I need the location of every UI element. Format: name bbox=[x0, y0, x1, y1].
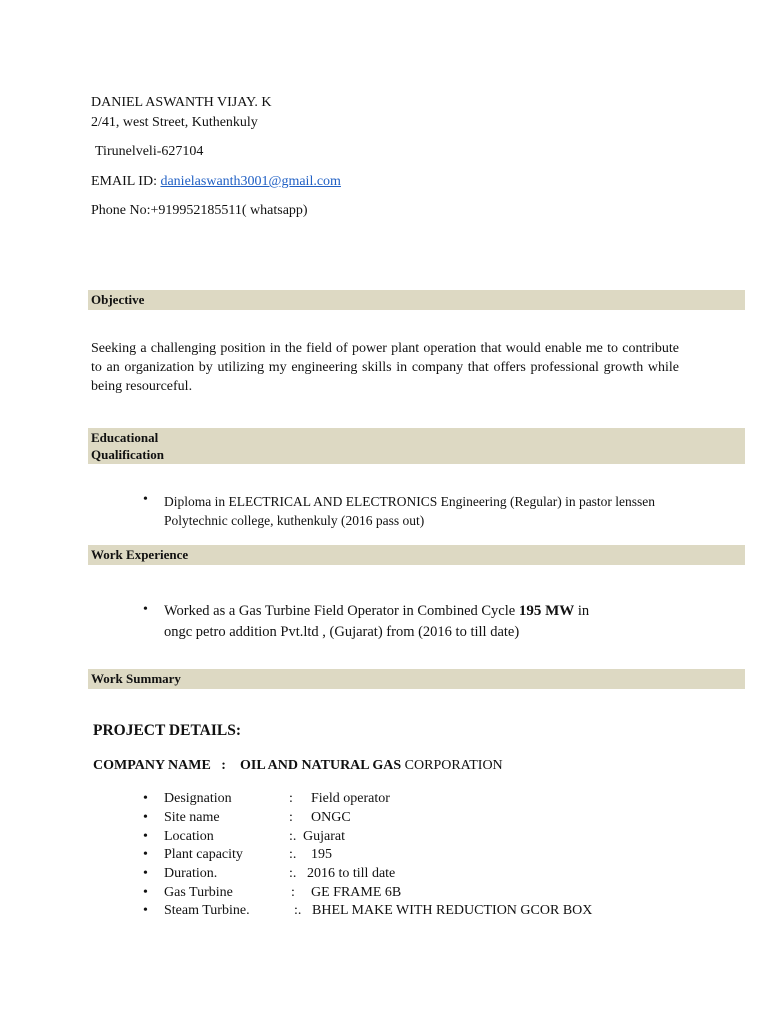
email-label: EMAIL ID: bbox=[91, 174, 161, 189]
detail-value: GE FRAME 6B bbox=[311, 885, 402, 900]
detail-value: 2016 to till date bbox=[307, 866, 396, 881]
detail-separator: : bbox=[289, 810, 293, 825]
detail-label: Duration. bbox=[164, 866, 218, 881]
education-item bbox=[164, 492, 724, 530]
bullet-marker: • bbox=[143, 885, 148, 900]
phone-line: Phone No:+919952185511( whatsapp) bbox=[91, 203, 308, 218]
bullet-marker: • bbox=[143, 829, 148, 844]
experience-text: Worked as a Gas Turbine Field Operator in Combined Cycle bbox=[164, 603, 519, 619]
detail-separator: : bbox=[291, 885, 295, 900]
experience-text-end: in bbox=[574, 603, 590, 619]
company-label: COMPANY NAME : bbox=[93, 758, 240, 773]
detail-value: 195 bbox=[311, 847, 332, 862]
email-link[interactable]: danielaswanth3001@gmail.com bbox=[160, 174, 341, 189]
detail-row-location bbox=[143, 829, 703, 848]
detail-value: ONGC bbox=[311, 810, 351, 825]
bullet-marker: • bbox=[143, 492, 148, 507]
capacity-highlight: 195 MW bbox=[518, 603, 575, 619]
detail-separator: :. bbox=[289, 847, 297, 862]
detail-label: Steam Turbine. bbox=[164, 903, 250, 918]
bullet-marker: • bbox=[143, 810, 148, 825]
detail-label: Location bbox=[164, 829, 214, 844]
detail-row-plant-capacity bbox=[143, 847, 703, 866]
candidate-name: DANIEL ASWANTH VIJAY. K bbox=[91, 95, 272, 110]
email-line bbox=[91, 174, 341, 190]
address-line-1: 2/41, west Street, Kuthenkuly bbox=[91, 115, 258, 130]
detail-row-gas-turbine bbox=[143, 885, 703, 904]
detail-separator: :. bbox=[289, 866, 297, 881]
education-section-bar bbox=[88, 428, 745, 464]
company-name-rest: CORPORATION bbox=[401, 758, 503, 773]
detail-label: Plant capacity bbox=[164, 847, 243, 862]
education-line-1: Diploma in ELECTRICAL AND ELECTRONICS Engineering (Regular) in pastor lenssen bbox=[164, 494, 656, 509]
bullet-marker: • bbox=[143, 866, 148, 881]
detail-row-designation bbox=[143, 791, 703, 810]
detail-row-site-name bbox=[143, 810, 703, 829]
work-experience-section-bar bbox=[88, 545, 745, 565]
work-experience-heading: Work Experience bbox=[91, 547, 189, 562]
objective-section-bar bbox=[88, 290, 745, 310]
work-summary-section-bar bbox=[88, 669, 745, 689]
detail-row-duration bbox=[143, 866, 703, 885]
detail-value: BHEL MAKE WITH REDUCTION GCOR BOX bbox=[312, 903, 593, 918]
bullet-marker: • bbox=[143, 847, 148, 862]
detail-label: Designation bbox=[164, 791, 232, 806]
detail-value: Field operator bbox=[311, 791, 390, 806]
detail-label: Gas Turbine bbox=[164, 885, 233, 900]
objective-heading: Objective bbox=[91, 292, 145, 307]
objective-paragraph: Seeking a challenging position in the field of power plant operation that would enable me to contribute to an organization by utilizing my engineering skills in company that offers professional growth while being resourceful. bbox=[91, 341, 679, 394]
education-heading-line-2: Qualification bbox=[91, 447, 164, 462]
bullet-marker: • bbox=[143, 791, 148, 806]
project-details-heading: PROJECT DETAILS: bbox=[93, 722, 241, 739]
work-summary-heading: Work Summary bbox=[91, 671, 181, 686]
education-line-2: Polytechnic college, kuthenkuly (2016 pass out) bbox=[164, 513, 425, 528]
detail-value: Gujarat bbox=[303, 829, 345, 844]
bullet-marker: • bbox=[143, 602, 148, 617]
experience-line-1 bbox=[164, 601, 724, 622]
detail-label: Site name bbox=[164, 810, 220, 825]
detail-separator: :. bbox=[289, 829, 297, 844]
detail-separator: :. bbox=[294, 903, 302, 918]
education-heading-line-1: Educational bbox=[91, 430, 159, 445]
experience-line-2: ongc petro addition Pvt.ltd , (Gujarat) from (2016 to till date) bbox=[164, 624, 520, 640]
detail-row-steam-turbine bbox=[143, 903, 703, 922]
address-line-2: Tirunelveli-627104 bbox=[95, 144, 204, 159]
detail-separator: : bbox=[289, 791, 293, 806]
bullet-marker: • bbox=[143, 903, 148, 918]
company-name-bold: OIL AND NATURAL GAS bbox=[239, 758, 402, 773]
experience-item bbox=[164, 601, 724, 643]
company-line bbox=[93, 758, 503, 774]
